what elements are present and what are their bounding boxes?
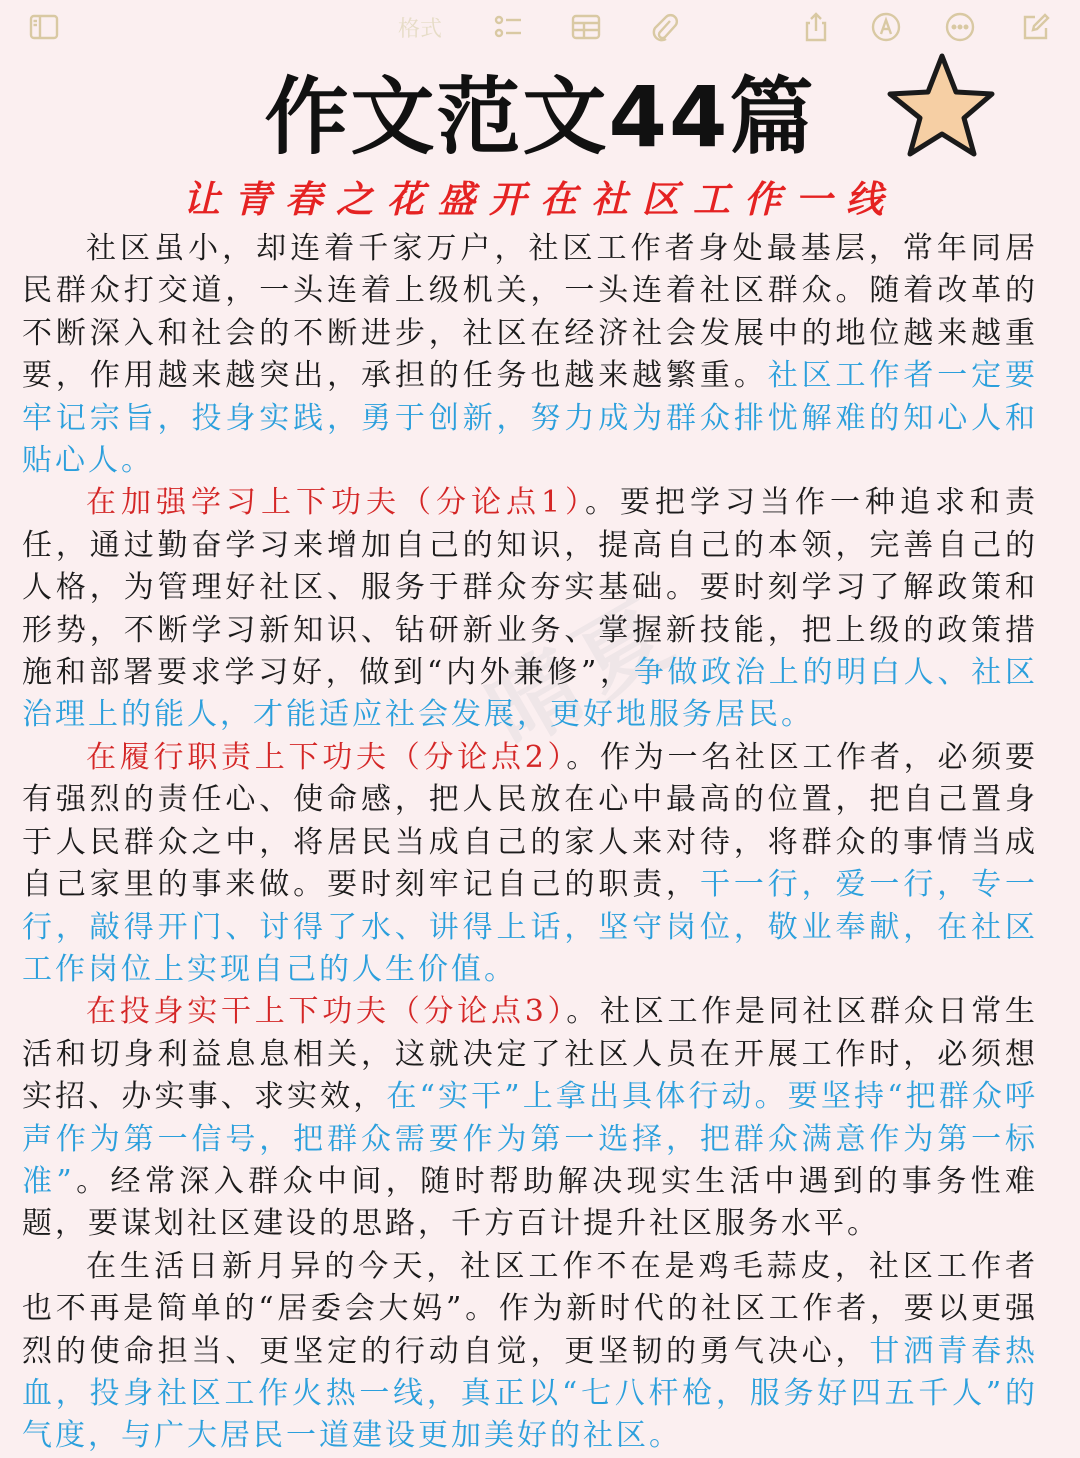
paragraph-text: 。要把学习当作一种追求和责任，通过勤奋学习来增加自己的知识，提高自己的本领，完善自己的人格，为管理好社区、服务于群众夯实基础。要时刻学习了解政策和形势，不断学习新知识、钻研新业务、掌握新技能，把上级的政策措施和部署要求学习好，做到“内外兼修”， <box>22 485 1039 691</box>
paragraph-highlight: 在“实干”上拿出具体行动。要坚持“把群众呼声作为第一信号，把群众需要作为第一选择，把群众满意作为第一标准” <box>22 1079 1039 1199</box>
watermark-text: 晴夏 <box>471 576 698 768</box>
table-icon <box>570 11 602 43</box>
page-title: 作文范文44篇 <box>264 68 816 166</box>
paragraph-intro <box>22 228 1038 482</box>
paragraph-point-1 <box>22 482 1038 736</box>
star-icon <box>884 52 996 158</box>
checklist-button[interactable] <box>492 10 524 44</box>
sub-argument-heading: 在加强学习上下功夫（分论点1） <box>86 485 586 521</box>
more-icon <box>944 11 976 43</box>
paragraph-text: 。社区工作是同社区群众日常生活和切身利益息息相关，这就决定了社区人员在开展工作时，必须想实招、办实事、求实效， <box>22 994 1039 1115</box>
paragraph-text: 在生活日新月异的今天，社区工作不在是鸡毛蒜皮，社区工作者也不再是简单的“居委会大妈”。作为新时代的社区工作者，要以更强烈的使命担当、更坚定的行动自觉，更坚韧的勇气决心， <box>22 1248 1038 1369</box>
checklist-icon <box>492 11 524 43</box>
paragraph-highlight: 甘洒青春热血，投身社区工作火热一线，真正以“七八杆枪，服务好四五千人”的气度，与广大居民一道建设更加美好的社区。 <box>22 1333 1039 1454</box>
pen-circle-icon <box>870 11 902 43</box>
sidebar-toggle-button[interactable] <box>28 10 60 44</box>
paragraph-highlight: 干一行，爱一行，专一行，敲得开门、讨得了水、讲得上话，坚守岗位，敬业奉献，在社区工作岗位上实现自己的人生价值。 <box>22 867 1039 987</box>
more-button[interactable] <box>944 10 976 44</box>
sub-argument-heading: 在履行职责上下功夫（分论点2） <box>86 739 567 775</box>
share-icon <box>800 11 832 43</box>
sidebar-icon <box>28 11 60 43</box>
table-button[interactable] <box>570 10 602 44</box>
paragraph-text: 社区虽小，却连着千家万户，社区工作者身处最基层，常年同居民群众打交道，一头连着上级机关，一头连着社区群众。随着改革的不断深入和社会的不断进步，社区在经济社会发展中的地位越来越重要，作用越来越突出，承担的任务也越来越繁重。 <box>22 231 1038 394</box>
paperclip-icon <box>648 11 680 43</box>
essay-subtitle: 让青春之花盛开在社区工作一线 <box>183 178 897 221</box>
compose-icon <box>1020 11 1052 43</box>
format-button[interactable]: 格式 <box>398 16 443 42</box>
paragraph-point-2 <box>22 737 1038 991</box>
paragraph-point-3 <box>22 991 1038 1245</box>
paragraph-highlight: 争做政治上的明白人、社区治理上的能人，才能适应社会发展，更好地服务居民。 <box>22 655 1038 733</box>
essay-body <box>22 228 1038 1458</box>
compose-button[interactable] <box>1020 10 1052 44</box>
paragraph-text-after: 。经常深入群众中间，随时帮助解决现实生活中遇到的事务性难题，要谋划社区建设的思路，千方百计提升社区服务水平。 <box>22 1163 1039 1242</box>
paragraph-conclusion <box>22 1246 1038 1458</box>
paragraph-highlight: 社区工作者一定要牢记宗旨，投身实践，勇于创新，努力成为群众排忧解难的知心人和贴心人。 <box>22 358 1039 479</box>
paragraph-text: 。作为一名社区工作者，必须要有强烈的责任心、使命感，把人民放在心中最高的位置，把自己置身于人民群众之中，将居民当成自己的家人来对待，将群众的事情当成自己家里的事来做。要时刻牢记自己的职责， <box>22 739 1039 903</box>
share-button[interactable] <box>800 10 832 44</box>
notes-toolbar <box>0 0 1080 56</box>
markup-button[interactable] <box>870 10 902 44</box>
sub-argument-heading: 在投身实干上下功夫（分论点3） <box>86 994 567 1030</box>
attachment-button[interactable] <box>648 10 680 44</box>
